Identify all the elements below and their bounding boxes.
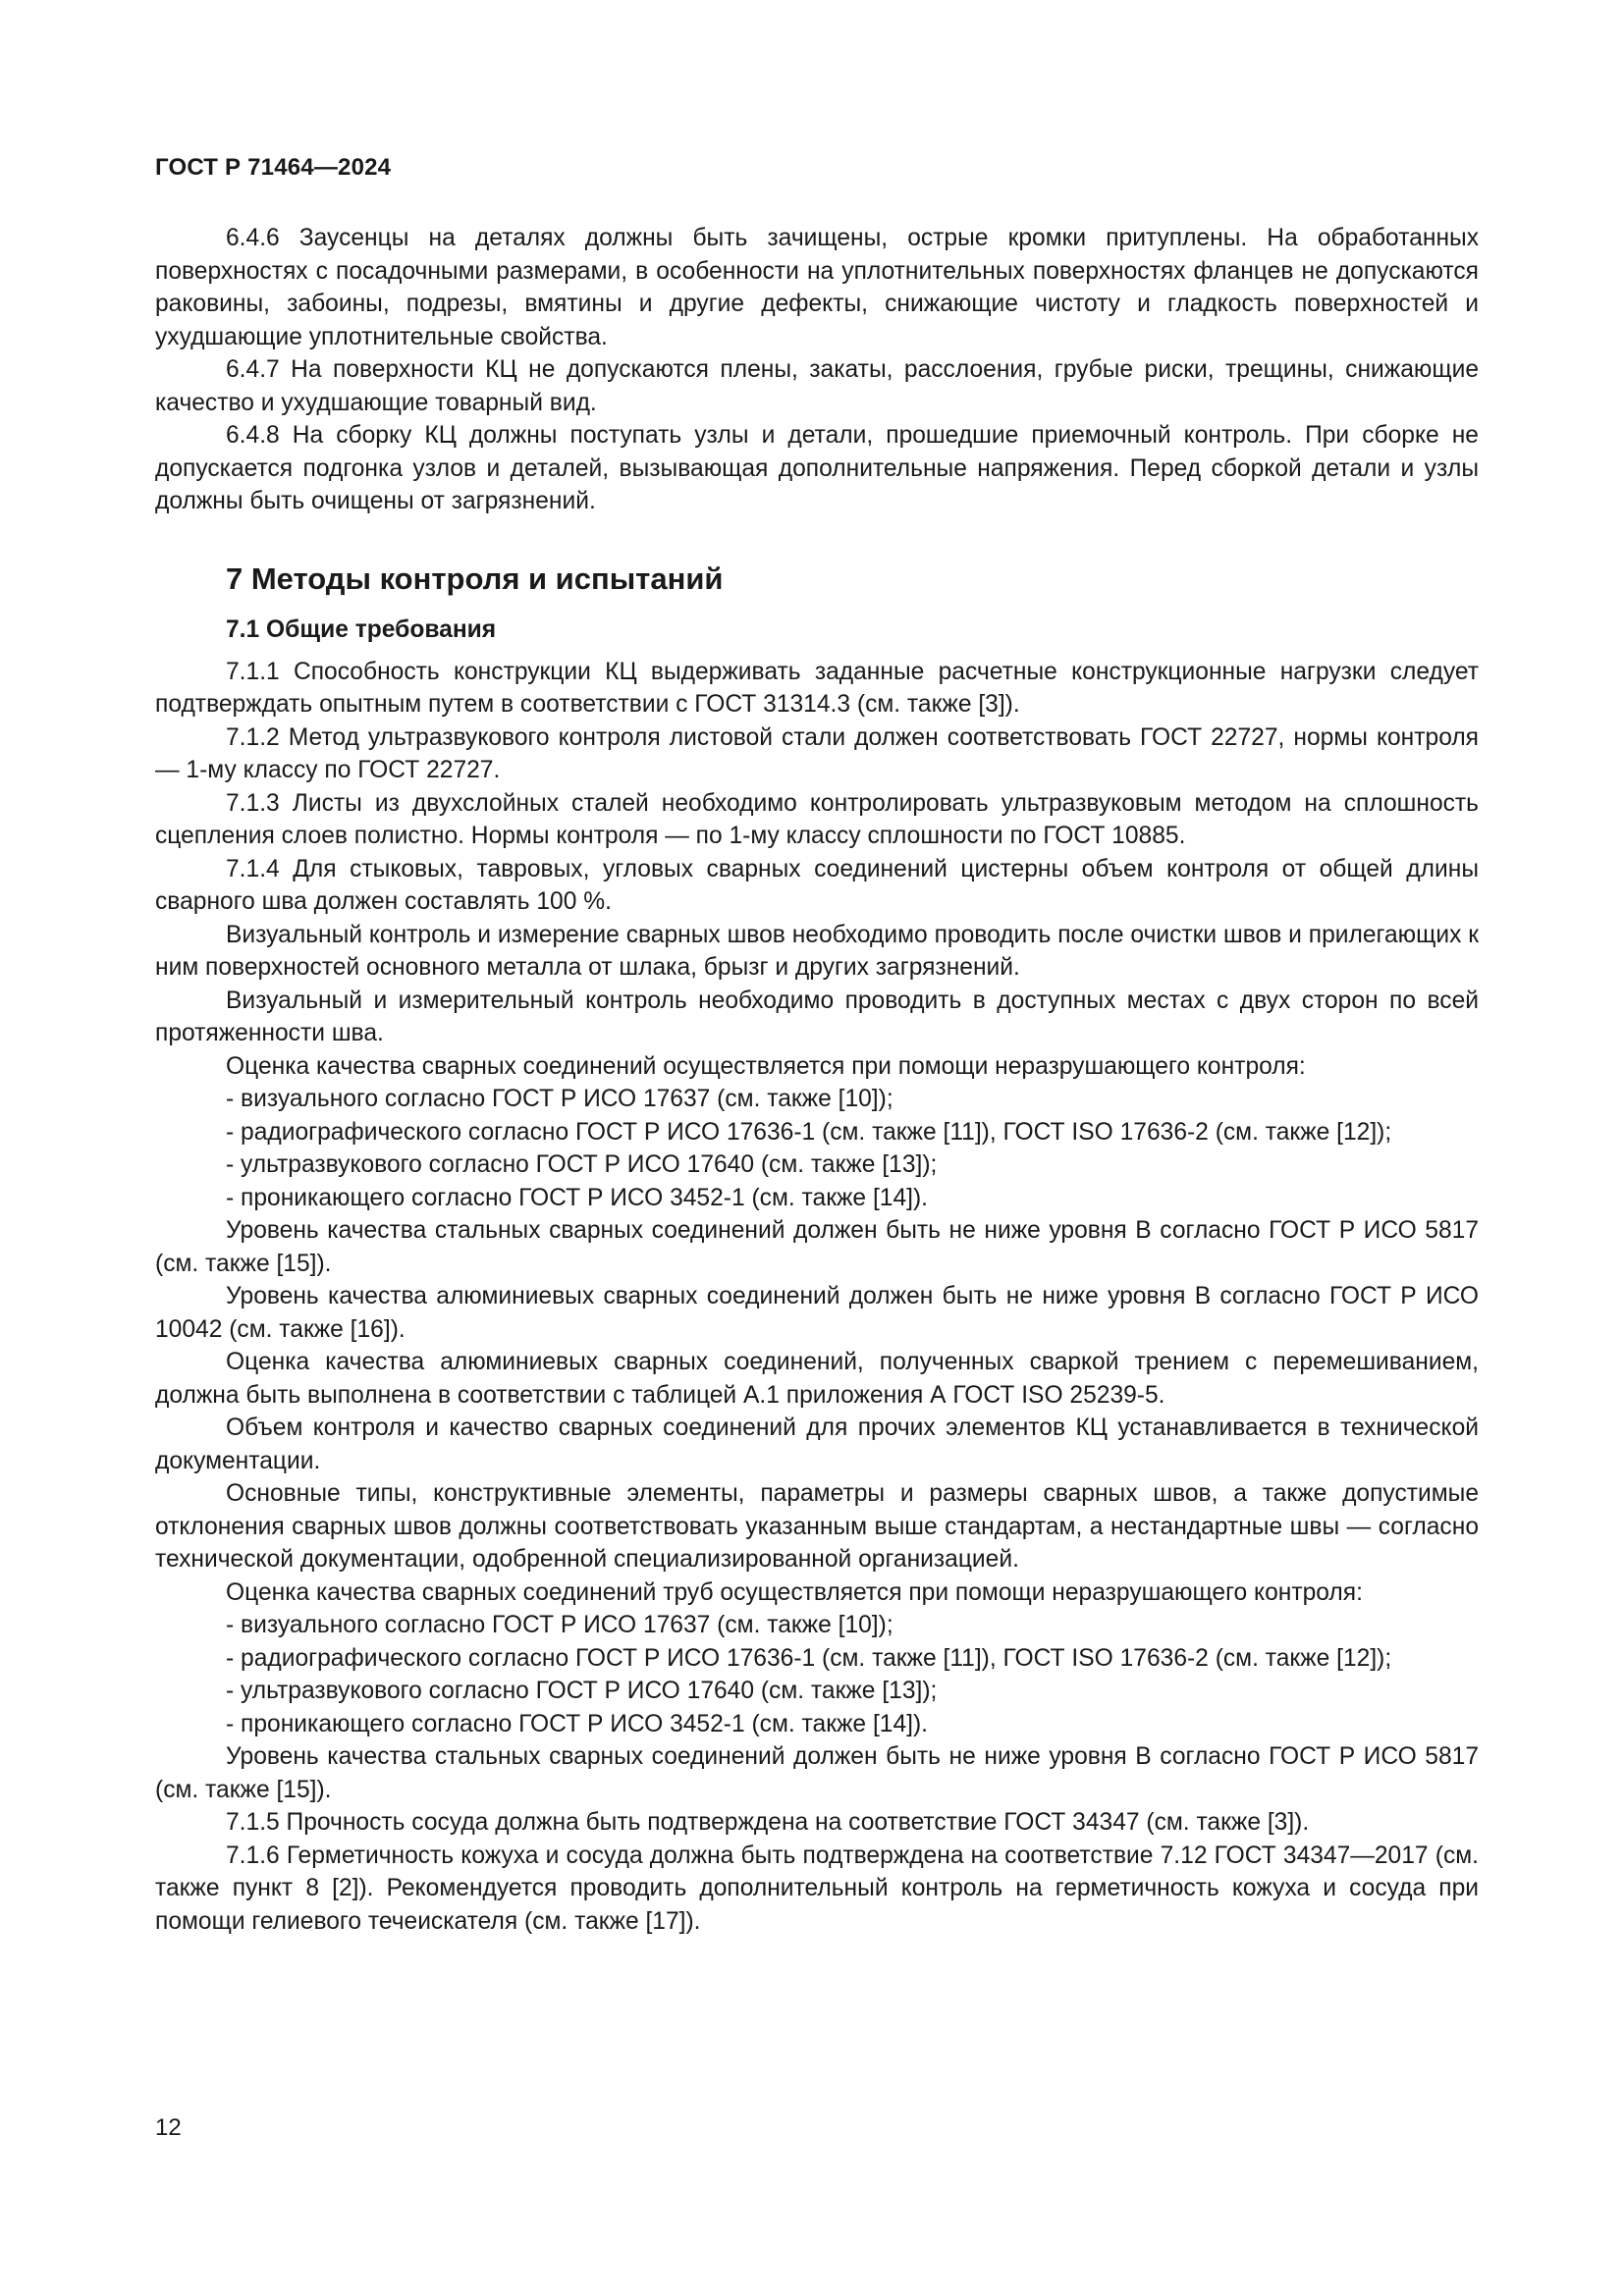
paragraph: Объем контроля и качество сварных соединений для прочих элементов КЦ устанавливается в технической документации. xyxy=(155,1415,1479,1474)
list-item: - ультразвукового согласно ГОСТ Р ИСО 17640 (см. также [13]); xyxy=(226,1678,938,1704)
document-code-header: ГОСТ Р 71464—2024 xyxy=(155,154,392,181)
paragraph: Оценка качества сварных соединений труб осуществляется при помощи неразрушающего контроля: xyxy=(226,1578,1363,1606)
list-item: - радиографического согласно ГОСТ Р ИСО 17636-1 (см. также [11]), ГОСТ ISO 17636-2 (см. также [12]); xyxy=(226,1118,1392,1146)
paragraph-6-4-8: 6.4.8 На сборку КЦ должны поступать узлы и детали, прошедшие приемочный контроль. При сборке не допускается подгонка узлов и деталей, вызывающая дополнительные напряжения. Перед сборкой детали и узлы должны быть очищены от загрязнений. xyxy=(155,422,1479,514)
paragraph: Уровень качества стальных сварных соединений должен быть не ниже уровня B согласно ГОСТ Р ИСО 5817 (см. также [15]). xyxy=(155,1743,1479,1803)
paragraph: Визуальный контроль и измерение сварных швов необходимо проводить после очистки швов и прилегающих к ним поверхностей основного металла от шлака, брызг и других загрязнений. xyxy=(155,921,1479,981)
paragraph: Основные типы, конструктивные элементы, параметры и размеры сварных швов, а также допустимые отклонения сварных швов должны соответствовать указанным выше стандартам, а нестандартные швы — согласно технической документации, одобренной специализированной организацией. xyxy=(155,1480,1479,1573)
paragraph: Уровень качества алюминиевых сварных соединений должен быть не ниже уровня B согласно ГОСТ Р ИСО 10042 (см. также [16]). xyxy=(155,1283,1479,1343)
paragraph-7-1-3: 7.1.3 Листы из двухслойных сталей необходимо контролировать ультразвуковым методом на сплошность сцепления слоев полистно. Нормы контроля — по 1-му классу сплошности по ГОСТ 10885. xyxy=(155,789,1479,849)
paragraph-6-4-6: 6.4.6 Заусенцы на деталях должны быть зачищены, острые кромки притуплены. На обработанных поверхностях с посадочными размерами, в особенности на уплотнительных поверхностях фланцев не допускаются раковины, забоины, подрезы, вмятины и другие дефекты, снижающие чистоту и гладкость поверхностей и ухудшающие уплотнительные свойства. xyxy=(155,225,1479,350)
paragraph-7-1-2: 7.1.2 Метод ультразвукового контроля листовой стали должен соответствовать ГОСТ 22727, нормы контроля — 1-му классу по ГОСТ 22727. xyxy=(155,723,1479,783)
paragraph-7-1-1: 7.1.1 Способность конструкции КЦ выдерживать заданные расчетные конструкционные нагрузки следует подтверждать опытным путем в соответствии с ГОСТ 31314.3 (см. также [3]). xyxy=(155,658,1479,718)
subsection-7-1-heading: 7.1 Общие требования xyxy=(226,615,497,643)
list-item: - визуального согласно ГОСТ Р ИСО 17637 (см. также [10]); xyxy=(226,1086,893,1112)
list-item: - радиографического согласно ГОСТ Р ИСО 17636-1 (см. также [11]), ГОСТ ISO 17636-2 (см. также [12]); xyxy=(226,1644,1392,1672)
paragraph-6-4-7: 6.4.7 На поверхности КЦ не допускаются плены, закаты, расслоения, грубые риски, трещины, снижающие качество и ухудшающие товарный вид. xyxy=(155,356,1479,416)
paragraph-7-1-6: 7.1.6 Герметичность кожуха и сосуда должна быть подтверждена на соответствие 7.12 ГОСТ 34347—2017 (см. также пункт 8 [2]). Рекомендуется проводить дополнительный контроль на герметичность кожуха и сосуда при помощи гелиевого течеискателя (см. также [17]). xyxy=(155,1842,1479,1935)
page-body xyxy=(155,222,1479,1938)
list-item: - визуального согласно ГОСТ Р ИСО 17637 (см. также [10]); xyxy=(226,1612,893,1638)
list-item: - проникающего согласно ГОСТ Р ИСО 3452-1 (см. также [14]). xyxy=(226,1710,928,1737)
paragraph: Визуальный и измерительный контроль необходимо проводить в доступных местах с двух сторон по всей протяженности шва. xyxy=(155,987,1479,1046)
paragraph-7-1-4: 7.1.4 Для стыковых, тавровых, угловых сварных соединений цистерны объем контроля от общей длины сварного шва должен составлять 100 %. xyxy=(155,855,1479,915)
page-number: 12 xyxy=(155,2114,182,2141)
section-7-heading: 7 Методы контроля и испытаний xyxy=(226,561,724,596)
paragraph-7-1-5: 7.1.5 Прочность сосуда должна быть подтверждена на соответствие ГОСТ 34347 (см. также [3]). xyxy=(226,1809,1310,1836)
list-item: - проникающего согласно ГОСТ Р ИСО 3452-1 (см. также [14]). xyxy=(226,1184,928,1211)
paragraph: Оценка качества алюминиевых сварных соединений, полученных сваркой трением с перемешиванием, должна быть выполнена в соответствии с таблицей А.1 приложения А ГОСТ ISO 25239-5. xyxy=(155,1349,1479,1409)
list-item: - ультразвукового согласно ГОСТ Р ИСО 17640 (см. также [13]); xyxy=(226,1151,938,1178)
paragraph: Оценка качества сварных соединений осуществляется при помощи неразрушающего контроля: xyxy=(226,1052,1306,1080)
paragraph: Уровень качества стальных сварных соединений должен быть не ниже уровня B согласно ГОСТ Р ИСО 5817 (см. также [15]). xyxy=(155,1217,1479,1277)
